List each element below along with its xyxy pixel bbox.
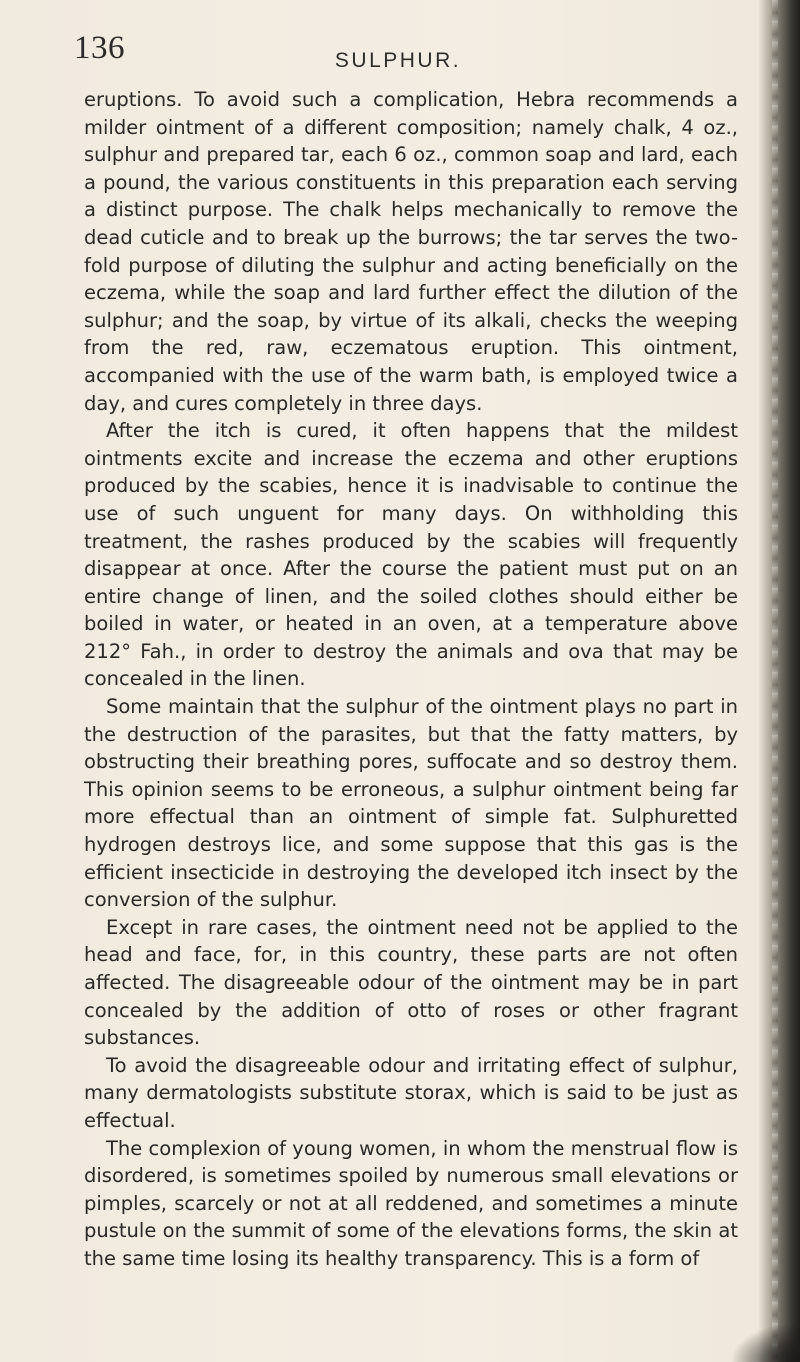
corner-shadow — [730, 1322, 800, 1362]
paragraph: Except in rare cases, the ointment need not be applied to the head and face, for, in this country, these parts are not often affected. The disagreeable odour of the ointment may be in part concealed by the addition of otto of roses or other fragrant substances. — [84, 915, 738, 1050]
book-binding-edge — [758, 0, 800, 1362]
paragraph: After the itch is cured, it often happens that the mildest ointments excite and increase the eczema and other eruptions produced by the scabies, hence it is inadvisable to continue the use of such unguent for many days. On withholding this treatment, the rashes produced by the scabies will frequently disappear at once. After the course the patient must put on an entire change of linen, and the soiled clothes should either be boiled in water, or heated in an oven, at a temperature above 212° Fah., in order to destroy the animals and ova that may be concealed in the linen. — [84, 419, 738, 691]
page-number: 136 — [74, 30, 125, 66]
paragraph: Some maintain that the sulphur of the ointment plays no part in the destruction of the parasites, but that the fatty matters, by obstructing their breathing pores, suffocate and so destroy them. This opinion seems to be erroneous, a sulphur ointment being far more effectual than an ointment of simple fat. Sulphuretted hydrogen destroys lice, and some suppose that this gas is the efficient insecticide in destroying the developed itch insect by the conversion of the sulphur. — [84, 695, 738, 912]
paragraph: eruptions. To avoid such a complication, Hebra recommends a milder ointment of a different composition; namely chalk, 4 oz., sulphur and prepared tar, each 6 oz., common soap and lard, each a pound, the various constituents in this preparation each serving a distinct purpose. The chalk helps mechanically to remove the dead cuticle and to break up the burrows; the tar serves the two-fold purpose of diluting the sulphur and acting beneficially on the eczema, while the soap and lard further effect the dilution of the sulphur; and the soap, by virtue of its alkali, checks the weeping from the red, raw, eczematous eruption. This ointment, accompanied with the use of the warm bath, is employed twice a day, and cures completely in three days. — [84, 88, 738, 415]
running-title: SULPHUR. — [334, 49, 462, 72]
paragraph: To avoid the disagreeable odour and irritating effect of sulphur, many dermatologists substitute storax, which is said to be just as effectual. — [84, 1053, 738, 1132]
body-text — [84, 86, 738, 1273]
paragraph: The complexion of young women, in whom the menstrual flow is disordered, is sometimes spoiled by numerous small elevations or pimples, scarcely or not at all reddened, and sometimes a minute pustule on the summit of some of the elevations forms, the skin at the same time losing its healthy transparency. This is a form of — [84, 1136, 738, 1270]
